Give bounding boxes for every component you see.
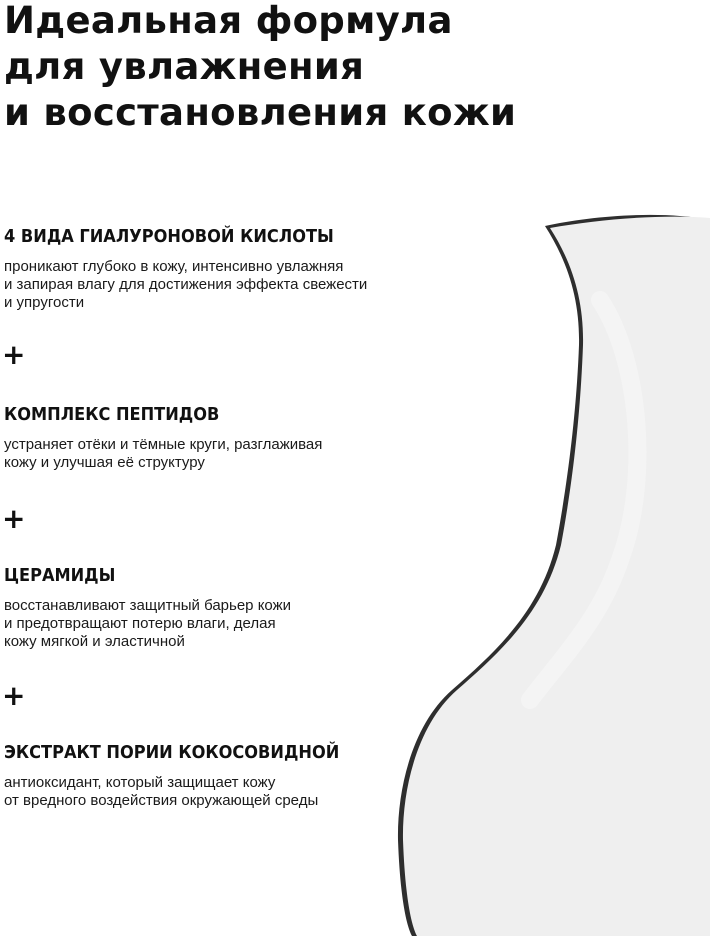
ingredient-description: проникают глубоко в кожу, интенсивно увлажняя и запирая влагу для достижения эффекта свежести и упругости xyxy=(4,258,368,311)
plus-icon: + xyxy=(2,502,26,535)
ingredient-description: восстанавливают защитный барьер кожи и предотвращают потерю влаги, делая кожу мягкой и эластичной xyxy=(4,597,292,650)
page-title-line-1: Идеальная формула xyxy=(4,0,453,42)
ingredient-hyaluronic-acid xyxy=(4,226,370,312)
ingredient-heading: 4 ВИДА ГИАЛУРОНОВОЙ КИСЛОТЫ xyxy=(4,226,334,247)
page-title-line-3: и восстановления кожи xyxy=(4,91,517,134)
ingredient-ceramides xyxy=(4,565,291,651)
ingredient-description: устраняет отёки и тёмные круги, разглаживая кожу и улучшая её структуру xyxy=(4,436,323,471)
plus-icon: + xyxy=(2,679,26,712)
ingredient-heading: ЭКСТРАКТ ПОРИИ КОКОСОВИДНОЙ xyxy=(4,742,340,763)
ingredient-heading: ЦЕРАМИДЫ xyxy=(4,565,116,586)
ingredient-peptide-complex xyxy=(4,404,322,472)
ingredient-description: антиоксидант, который защищает кожу от вредного воздействия окружающей среды xyxy=(4,774,319,809)
cream-swatch-surface xyxy=(403,217,710,936)
ingredient-coconut-extract xyxy=(4,742,377,810)
ingredient-heading: КОМПЛЕКС ПЕПТИДОВ xyxy=(4,404,220,425)
page-title xyxy=(4,0,516,136)
plus-icon: + xyxy=(2,338,26,371)
page-title-line-2: для увлажнения xyxy=(4,45,365,88)
